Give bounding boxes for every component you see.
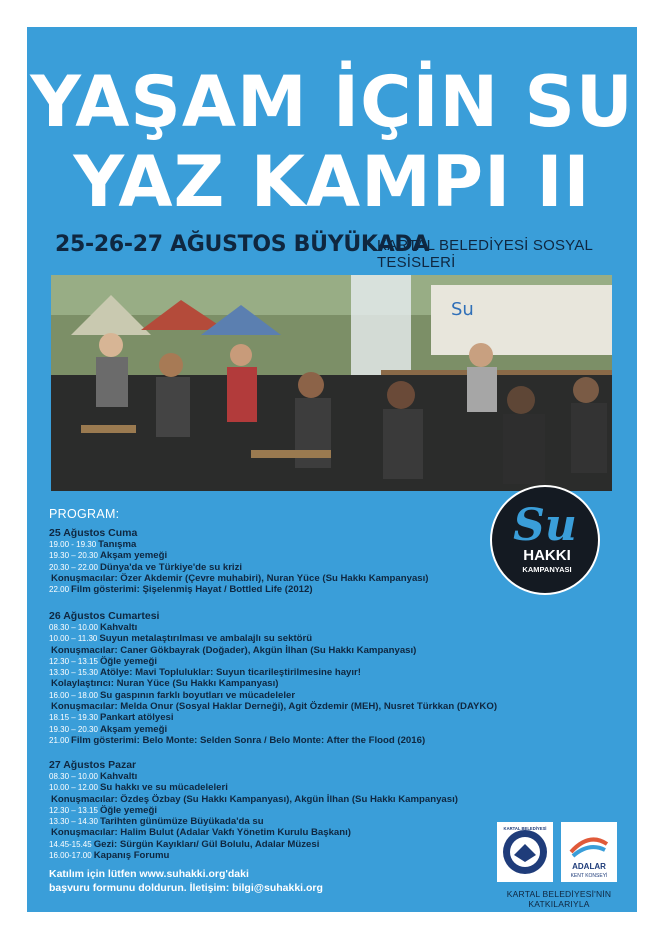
row-text: Konuşmacılar: Caner Gökbayrak (Doğader), Akgün İlhan (Su Hakkı Kampanyası) <box>51 644 417 656</box>
row-text: Öğle yemeği <box>99 804 157 816</box>
kartal-logo <box>497 822 553 882</box>
day-title: 25 Ağustos Cuma <box>49 527 138 539</box>
adalar-logo <box>561 822 617 882</box>
day-block-1 <box>49 527 589 595</box>
program-row <box>49 584 589 595</box>
row-time: 20.30 – 22.00 <box>49 562 98 572</box>
badge-su-text: Su <box>513 500 577 551</box>
poster-title-line1: YAŞAM İÇİN SU <box>30 61 634 143</box>
program-row <box>49 794 589 805</box>
row-text: Konuşmacılar: Özdeş Özbay (Su Hakkı Kampanyası), Akgün İlhan (Su Hakkı Kampanyası) <box>51 793 458 805</box>
registration-line2: başvuru formunu doldurun. İletişim: bilgi@suhakki.org <box>49 882 323 894</box>
row-text: Gezi: Sürgün Kayıkları/ Gül Bolulu, Adalar Müzesi <box>93 838 320 850</box>
row-time: 18.15 – 19.30 <box>49 713 98 723</box>
program-row <box>49 539 589 550</box>
badge-hakki-text: HAKKI <box>523 547 571 564</box>
row-time: 13.30 – 14.30 <box>49 817 98 827</box>
row-time: 16.00 – 18.00 <box>49 690 98 700</box>
program-row <box>49 562 589 573</box>
row-text: Su gaspının farklı boyutları ve mücadeleler <box>99 689 296 701</box>
row-text: Suyun metalaştırılması ve ambalajlı su sektörü <box>99 633 313 645</box>
row-time: 12.30 – 13.15 <box>49 805 98 815</box>
adalar-emblem-icon <box>561 822 617 882</box>
date-line <box>27 232 637 271</box>
row-text: Tarihten günümüze Büyükada'da su <box>99 816 264 828</box>
row-time: 19.30 – 20.30 <box>49 551 98 561</box>
adalar-logo-text: ADALAR <box>572 862 606 871</box>
row-text: Tanışma <box>98 539 137 550</box>
row-time: 19.30 – 20.30 <box>49 724 98 734</box>
program-row <box>49 645 589 656</box>
row-text: Kahvaltı <box>99 771 138 782</box>
row-text: Konuşmacılar: Melda Onur (Sosyal Haklar Derneği), Agit Özdemir (MEH), Nusret Türkkan (DAYKO) <box>51 701 498 713</box>
row-text: Akşam yemeği <box>99 550 168 562</box>
day-title: 27 Ağustos Pazar <box>49 759 137 771</box>
adalar-logo-subtext: KENT KONSEYİ <box>570 873 608 879</box>
poster <box>27 27 637 912</box>
row-text: Konuşmacılar: Halim Bulut (Adalar Vakfı Yönetim Kurulu Başkanı) <box>51 827 351 839</box>
program-row <box>49 667 589 678</box>
row-text: Film gösterimi: Belo Monte: Selden Sonra / Belo Monte: After the Flood (2016) <box>71 734 426 746</box>
row-text: Dünya'da ve Türkiye'de su krizi <box>99 561 243 573</box>
row-text: Kolaylaştırıcı: Nuran Yüce (Su Hakkı Kampanyası) <box>51 678 279 690</box>
program-row <box>49 735 589 746</box>
program-row <box>49 724 589 735</box>
row-text: Pankart atölyesi <box>99 712 174 724</box>
row-text: Film gösterimi: Şişelenmiş Hayat / Bottled Life (2012) <box>71 584 313 596</box>
row-text: Kapanış Forumu <box>93 850 170 862</box>
program-row <box>49 573 589 584</box>
kartal-logo-text: KARTAL BELEDİYESİ <box>503 826 547 831</box>
day-title: 26 Ağustos Cumartesi <box>49 610 160 622</box>
row-time: 21.00 <box>49 735 70 745</box>
row-time: 19.00 - 19.30 <box>49 540 97 549</box>
sponsor-logos <box>497 822 627 882</box>
program-row <box>49 701 589 712</box>
kartal-emblem-icon <box>497 822 553 882</box>
event-venue: KARTAL BELEDİYESİ SOSYAL TESİSLERİ <box>377 237 593 271</box>
program-row <box>49 550 589 561</box>
row-text: Konuşmacılar: Özer Akdemir (Çevre muhabiri), Nuran Yüce (Su Hakkı Kampanyası) <box>51 572 429 584</box>
row-text: Akşam yemeği <box>99 723 168 735</box>
row-time: 14.45-15.45 <box>49 839 92 849</box>
program-row <box>49 782 589 793</box>
row-text: Su hakkı ve su mücadeleleri <box>99 782 228 794</box>
row-time: 10.00 – 12.00 <box>49 783 98 793</box>
registration-info <box>49 867 323 895</box>
event-photo <box>51 275 612 491</box>
photo-illustration <box>51 275 612 491</box>
sponsor-credit: KARTAL BELEDİYESİ'NİN KATKILARIYLA <box>506 889 612 909</box>
row-text: Öğle yemeği <box>99 655 157 667</box>
program-row <box>49 771 589 782</box>
row-time: 22.00 <box>49 585 70 595</box>
row-time: 12.30 – 13.15 <box>49 656 98 666</box>
program-row <box>49 690 589 701</box>
program-row <box>49 712 589 723</box>
event-date: 25-26-27 AĞUSTOS BÜYÜKADA <box>55 232 430 257</box>
row-time: 10.00 – 11.30 <box>49 634 98 644</box>
program-row <box>49 656 589 667</box>
program-label: PROGRAM: <box>49 507 120 521</box>
program-row <box>49 622 589 633</box>
day-block-2 <box>49 610 589 746</box>
row-time: 08.30 – 10.00 <box>49 623 98 632</box>
badge-kampanyasi-text: KAMPANYASI <box>522 565 572 574</box>
row-text: Kahvaltı <box>99 622 138 633</box>
program-row <box>49 633 589 644</box>
row-text: Atölye: Mavi Topluluklar: Suyun ticarileştirilmesine hayır! <box>99 667 361 679</box>
registration-line1: Katılım için lütfen www.suhakki.org'daki <box>49 868 249 880</box>
row-time: 16.00-17.00 <box>49 851 92 861</box>
program-row <box>49 805 589 816</box>
svg-text:Su: Su <box>451 299 474 320</box>
row-time: 08.30 – 10.00 <box>49 772 98 781</box>
row-time: 13.30 – 15.30 <box>49 668 98 678</box>
program-row <box>49 678 589 689</box>
poster-title-line2: YAZ KAMPI II <box>73 141 591 223</box>
